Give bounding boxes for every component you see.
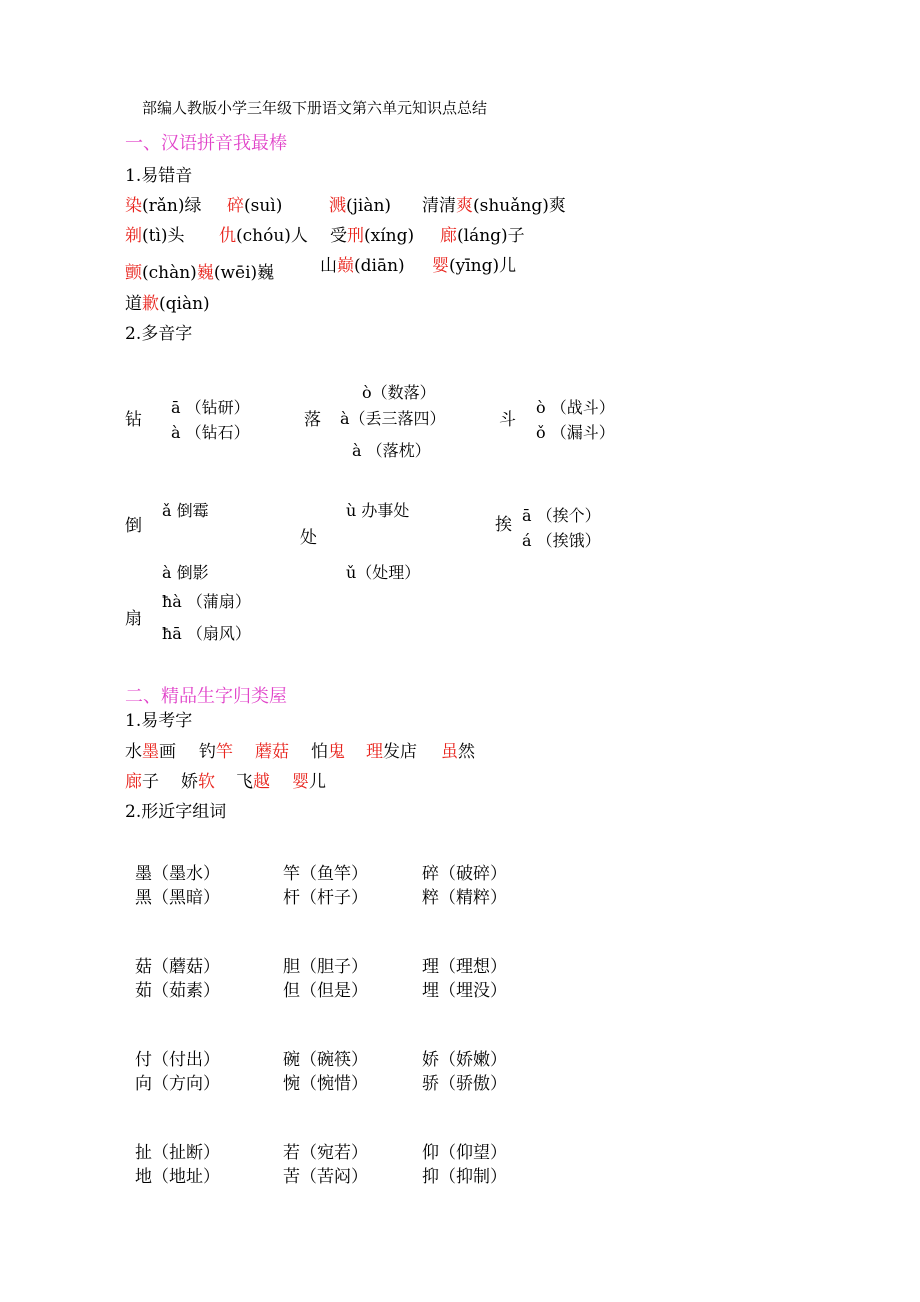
- polyphonic-reading: ò（数落）: [362, 383, 436, 402]
- polyphonic-reading: á （挨饿）: [522, 531, 601, 550]
- pinyin-item: 山巅(diān): [320, 256, 405, 276]
- polyphonic-char: 处: [300, 528, 317, 548]
- pinyin-item: 颤(chàn)巍(wēi)巍: [125, 263, 275, 283]
- polyphonic-reading: ǔ（处理）: [346, 563, 421, 582]
- key-word: 飞越: [236, 772, 270, 792]
- polyphonic-char: 钻: [125, 410, 142, 430]
- polyphonic-reading: ò （战斗）: [536, 398, 615, 417]
- word-pair: 埋（埋没）: [422, 981, 507, 1001]
- word-pair: 仰（仰望）: [422, 1143, 507, 1163]
- word-pair: 菇（蘑菇）: [135, 957, 220, 977]
- key-word: 钓竿: [199, 742, 233, 762]
- word-pair: 地（地址）: [135, 1167, 220, 1187]
- section-heading-pinyin: 一、汉语拼音我最棒: [125, 133, 287, 154]
- polyphonic-char: 倒: [125, 516, 142, 536]
- word-pair: 杆（杆子）: [283, 888, 368, 908]
- polyphonic-char: 斗: [499, 410, 516, 430]
- key-word: 水墨画: [125, 742, 176, 762]
- polyphonic-reading: à （钻石）: [171, 423, 250, 442]
- word-pair: 理（理想）: [422, 957, 507, 977]
- word-pair: 苦（苦闷）: [283, 1167, 368, 1187]
- word-pair: 黑（黑暗）: [135, 888, 220, 908]
- polyphonic-reading: à （落枕）: [352, 441, 431, 460]
- word-pair: 娇（娇嫩）: [422, 1050, 507, 1070]
- polyphonic-reading: ā （钻研）: [171, 398, 250, 417]
- polyphonic-reading: à（丢三落四）: [340, 409, 446, 428]
- word-pair: 粹（精粹）: [422, 888, 507, 908]
- key-word: 理发店: [366, 742, 417, 762]
- subheading-polyphonic: 2.多音字: [125, 324, 193, 344]
- pinyin-item: 剃(tì)头: [125, 226, 185, 246]
- polyphonic-reading: à 倒影: [162, 563, 209, 582]
- word-pair: 若（宛若）: [283, 1143, 368, 1163]
- subheading-error-prone-sounds: 1.易错音: [125, 166, 193, 186]
- word-pair: 惋（惋惜）: [283, 1074, 368, 1094]
- word-pair: 付（付出）: [135, 1050, 220, 1070]
- pinyin-item: 碎(suì): [227, 196, 283, 216]
- key-word: 怕鬼: [311, 742, 345, 762]
- pinyin-item: 清清爽(shuǎng)爽: [422, 196, 566, 216]
- polyphonic-reading: ħà （蒲扇）: [162, 592, 251, 611]
- pinyin-item: 道歉(qiàn): [125, 294, 210, 314]
- polyphonic-char: 挨: [495, 515, 512, 535]
- subheading-similar-characters: 2.形近字组词: [125, 802, 227, 822]
- word-pair: 但（但是）: [283, 981, 368, 1001]
- pinyin-item: 受刑(xíng): [330, 226, 415, 246]
- word-pair: 墨（墨水）: [135, 864, 220, 884]
- key-word: 婴儿: [292, 772, 326, 792]
- word-pair: 骄（骄傲）: [422, 1074, 507, 1094]
- word-pair: 碎（破碎）: [422, 864, 507, 884]
- pinyin-item: 仇(chóu)人: [219, 226, 308, 246]
- polyphonic-char: 扇: [125, 609, 142, 629]
- pinyin-item: 溅(jiàn): [329, 196, 392, 216]
- polyphonic-reading: ā （挨个）: [522, 506, 601, 525]
- polyphonic-char: 落: [304, 410, 321, 430]
- polyphonic-reading: ǎ 倒霉: [162, 501, 209, 520]
- document-title: 部编人教版小学三年级下册语文第六单元知识点总结: [142, 99, 488, 117]
- subheading-key-characters: 1.易考字: [125, 711, 193, 731]
- polyphonic-reading: ù 办事处: [346, 501, 410, 520]
- pinyin-item: 廊(láng)子: [440, 226, 525, 246]
- word-pair: 茹（茹素）: [135, 981, 220, 1001]
- section-heading-characters: 二、精品生字归类屋: [125, 686, 287, 707]
- word-pair: 竿（鱼竿）: [283, 864, 368, 884]
- polyphonic-reading: ħā （扇风）: [162, 624, 251, 643]
- word-pair: 胆（胆子）: [283, 957, 368, 977]
- key-word: 廊子: [125, 772, 159, 792]
- key-word: 娇软: [181, 772, 215, 792]
- word-pair: 扯（扯断）: [135, 1143, 220, 1163]
- word-pair: 向（方向）: [135, 1074, 220, 1094]
- key-word: 蘑菇: [255, 742, 289, 762]
- polyphonic-reading: ǒ （漏斗）: [536, 423, 615, 442]
- key-word: 虽然: [441, 742, 475, 762]
- word-pair: 碗（碗筷）: [283, 1050, 368, 1070]
- pinyin-item: 染(rǎn)绿: [125, 196, 202, 216]
- pinyin-item: 婴(yīng)儿: [432, 256, 517, 276]
- word-pair: 抑（抑制）: [422, 1167, 507, 1187]
